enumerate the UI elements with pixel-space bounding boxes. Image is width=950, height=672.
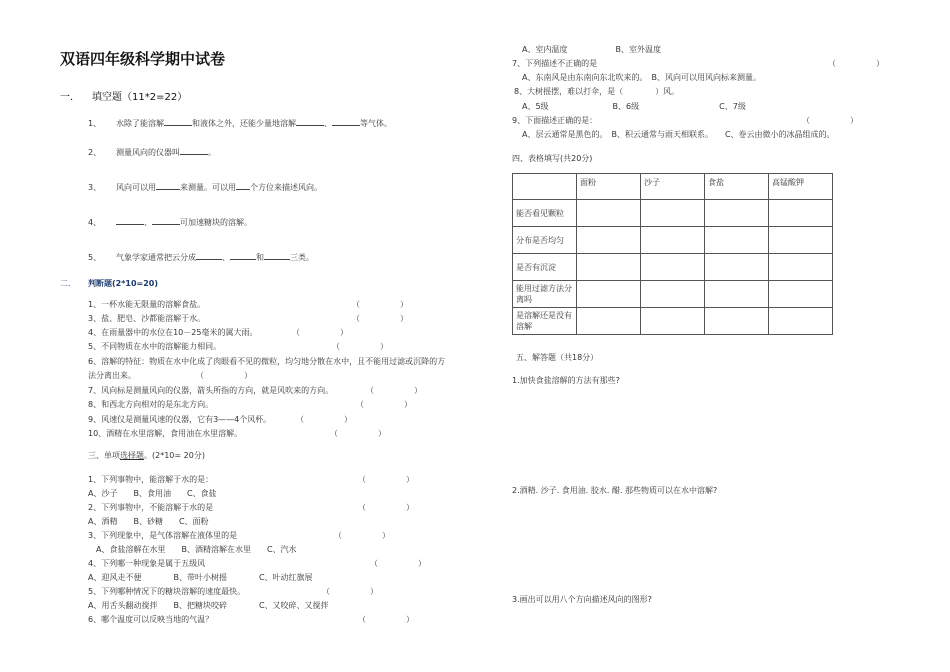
answer-paren[interactable]: （ ） xyxy=(332,342,388,351)
section5-heading: 五、解答题（共18分） xyxy=(516,353,599,362)
fill-item-2: 2、 测量风向的仪器叫 。 xyxy=(88,145,216,158)
choice-q7-options: A、东南风是由东南向东北吹来的。 B、风向可以用风向标来测量。 xyxy=(522,73,761,82)
row-label: 是否有沉淀 xyxy=(513,254,577,281)
answer-blank[interactable] xyxy=(296,116,324,126)
table-header-row xyxy=(513,174,833,200)
choice-q3-options: A、食盐溶解在水里 B、酒精溶解在水里 C、汽水 xyxy=(96,545,297,554)
fill-item-3: 3、 风向可以用 来测量。可以用 个方位来描述风向。 xyxy=(88,180,322,193)
choice-q6-options: A、室内温度 B、室外温度 xyxy=(522,45,661,54)
table-header-cell: 沙子 xyxy=(641,174,705,200)
choice-q7: 7、下列描述不正确的是 xyxy=(512,59,598,68)
answer-paren[interactable]: （ ） xyxy=(322,587,378,596)
answer-cell[interactable] xyxy=(641,254,705,281)
answer-paren[interactable]: （ ） xyxy=(196,371,252,380)
answer-blank[interactable] xyxy=(196,250,222,260)
judge-item-9: 9、风速仪是测量风速的仪器，它有3——4个风杯。 xyxy=(88,415,272,424)
answer-paren[interactable]: （ ） xyxy=(292,328,348,337)
section1-heading: 一. 填空题（11*2=22） xyxy=(60,92,188,103)
answer-paren[interactable]: （ ） xyxy=(828,59,884,68)
answer-paren[interactable]: （ ） xyxy=(358,503,414,512)
answer-cell[interactable] xyxy=(577,281,641,308)
answer-blank[interactable] xyxy=(116,215,144,225)
section2-heading: 二. 判断题(2*10=20) xyxy=(60,279,159,288)
judge-item-4: 4、在雨量器中的水位在10－25毫米的属大雨。 xyxy=(88,328,258,337)
answer-paren[interactable]: （ ） xyxy=(370,559,426,568)
answer-paren[interactable]: （ ） xyxy=(358,475,414,484)
choice-q8-options: A、5级 B、6级 C、7级 xyxy=(522,102,746,111)
choice-q4-options: A、迎风走不便 B、带叶小树摇 C、叶动红旗展 xyxy=(88,573,313,582)
answer-cell[interactable] xyxy=(705,200,769,227)
answer-cell[interactable] xyxy=(577,308,641,335)
table-row xyxy=(513,281,833,308)
answer-cell[interactable] xyxy=(641,227,705,254)
choice-q5: 5、下列哪种情况下的糖块溶解的速度最快。 xyxy=(88,587,246,596)
row-label: 分布是否均匀 xyxy=(513,227,577,254)
section4-heading: 四、表格填写(共20分) xyxy=(512,154,593,163)
fill-item-4: 4、 、 可加速糖块的溶解。 xyxy=(88,215,252,228)
answer-cell[interactable] xyxy=(705,254,769,281)
answer-paren[interactable]: （ ） xyxy=(356,400,412,409)
table-header-cell: 食盐 xyxy=(705,174,769,200)
judge-item-7: 7、风向标是测量风向的仪器，箭头所指的方向，就是风吹来的方向。 xyxy=(88,386,334,395)
answer-cell[interactable] xyxy=(769,227,833,254)
judge-item-5: 5、不同物质在水中的溶解能力相同。 xyxy=(88,342,222,351)
answer-paren[interactable]: （ ） xyxy=(366,386,422,395)
answer-q1: 1.加快食盐溶解的方法有那些? xyxy=(512,376,620,385)
judge-item-10: 10、酒精在水里溶解，食用油在水里溶解。 xyxy=(88,429,243,438)
judge-item-3: 3、盐、肥皂、沙都能溶解于水。 xyxy=(88,314,206,323)
page-title: 双语四年级科学期中试卷 xyxy=(60,50,226,68)
answer-cell[interactable] xyxy=(769,308,833,335)
table-row xyxy=(513,200,833,227)
answer-cell[interactable] xyxy=(577,200,641,227)
table-row xyxy=(513,254,833,281)
fill-item-5: 5、 气象学家通常把云分成 、 和 三类。 xyxy=(88,250,314,263)
answer-blank[interactable] xyxy=(236,180,250,190)
answer-cell[interactable] xyxy=(769,281,833,308)
choice-q4: 4、下列哪一种现象是属于五级风 xyxy=(88,559,206,568)
answer-paren[interactable]: （ ） xyxy=(802,116,858,125)
answer-blank[interactable] xyxy=(152,215,180,225)
answer-paren[interactable]: （ ） xyxy=(358,615,414,624)
answer-cell[interactable] xyxy=(705,281,769,308)
row-label: 能用过滤方法分离吗 xyxy=(513,281,577,308)
answer-paren[interactable]: （ ） xyxy=(352,300,408,309)
choice-q6: 6、哪个温度可以反映当地的气温？ xyxy=(88,615,214,624)
answer-cell[interactable] xyxy=(641,200,705,227)
choice-q3: 3、下列现象中，是气体溶解在液体里的是 xyxy=(88,531,238,540)
answer-cell[interactable] xyxy=(641,281,705,308)
answer-cell[interactable] xyxy=(641,308,705,335)
property-table xyxy=(512,173,833,335)
choice-q5-options: A、用舌头翻动搅拌 B、把糖块咬碎 C、又咬碎、又搅拌 xyxy=(88,601,329,610)
answer-paren[interactable]: （ ） xyxy=(296,415,352,424)
choice-q1: 1、下列事物中，能溶解于水的是： xyxy=(88,475,214,484)
answer-cell[interactable] xyxy=(577,254,641,281)
answer-q2: 2.酒精. 沙子. 食用油. 胶水. 醋. 那些物质可以在水中溶解? xyxy=(512,486,718,495)
answer-blank[interactable] xyxy=(164,116,192,126)
table-header-cell xyxy=(513,174,577,200)
choice-q2: 2、下列事物中，不能溶解于水的是 xyxy=(88,503,214,512)
choice-q9: 9、下面描述正确的是： xyxy=(512,116,598,125)
answer-blank[interactable] xyxy=(156,180,180,190)
answer-paren[interactable]: （ ） xyxy=(352,314,408,323)
choice-q8: 8、大树摇摆，难以打伞，是（ ）风。 xyxy=(514,87,680,96)
answer-blank[interactable] xyxy=(180,145,208,155)
table-header-cell: 面粉 xyxy=(577,174,641,200)
answer-blank[interactable] xyxy=(230,250,256,260)
answer-cell[interactable] xyxy=(577,227,641,254)
answer-blank[interactable] xyxy=(332,116,360,126)
judge-item-1: 1、一杯水能无限量的溶解食盐。 xyxy=(88,300,206,309)
answer-paren[interactable]: （ ） xyxy=(334,531,390,540)
choice-q9-options: A、层云通常是黑色的。 B、积云通常与雨天相联系。 C、卷云由微小的冰晶组成的。 xyxy=(522,130,835,139)
table-header-cell: 高锰酸钾 xyxy=(769,174,833,200)
answer-paren[interactable]: （ ） xyxy=(330,429,386,438)
table-row xyxy=(513,308,833,335)
judge-item-6: 6、溶解的特征：物质在水中化成了肉眼看不见的微粒，均匀地分散在水中，且不能用过滤或沉降的方 xyxy=(88,357,446,366)
choice-q2-options: A、酒精 B、砂糖 C、面粉 xyxy=(88,517,209,526)
choice-q1-options: A、沙子 B、食用油 C、食盐 xyxy=(88,489,217,498)
row-label: 能否看见颗粒 xyxy=(513,200,577,227)
answer-cell[interactable] xyxy=(769,254,833,281)
judge-item-8: 8、和西北方向相对的是东北方向。 xyxy=(88,400,214,409)
table-row xyxy=(513,227,833,254)
fill-item-1: 1、 水除了能溶解 和液体之外，还能少量地溶解 、 等气体。 xyxy=(88,116,392,129)
answer-q3: 3.画出可以用八个方向描述风向的图形? xyxy=(512,595,652,604)
row-label: 是溶解还是没有溶解 xyxy=(513,308,577,335)
answer-cell[interactable] xyxy=(705,227,769,254)
judge-item-6-cont: 法分离出来。 xyxy=(88,371,136,380)
answer-blank[interactable] xyxy=(264,250,290,260)
answer-cell[interactable] xyxy=(769,200,833,227)
section3-heading: 三、单项选择题。(2*10= 20分) xyxy=(88,451,205,460)
answer-cell[interactable] xyxy=(705,308,769,335)
